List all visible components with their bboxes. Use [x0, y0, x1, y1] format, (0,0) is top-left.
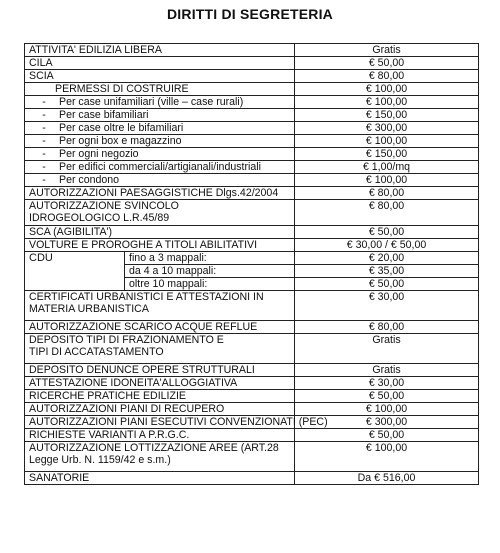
dash-marker: - — [42, 135, 46, 147]
row-amount: € 50,00 — [295, 57, 479, 70]
row-amount: € 80,00 — [295, 321, 479, 334]
dash-marker: - — [42, 122, 46, 134]
sub-label: Per case unifamiliari (ville – case rurali) — [59, 96, 244, 108]
dash-marker: - — [42, 161, 46, 173]
row-amount: Gratis — [295, 334, 479, 364]
row-amount: € 100,00 — [295, 174, 479, 187]
row-label: AUTORIZZAZIONI PAESAGGISTICHE Dlgs.42/2004 — [25, 187, 295, 200]
row-label: AUTORIZZAZIONE LOTTIZZAZIONE AREE (ART.28 Legge Urb. N. 1159/42 e s.m.) — [25, 442, 295, 472]
table-row-sub — [25, 135, 479, 148]
row-amount: € 80,00 — [295, 70, 479, 83]
table-row-sub — [25, 174, 479, 187]
table-row — [25, 364, 479, 377]
row-amount: € 150,00 — [295, 109, 479, 122]
cdu-range-label: fino a 3 mappali: — [125, 252, 295, 265]
row-amount: Gratis — [295, 364, 479, 377]
fees-table — [24, 43, 479, 485]
row-label — [25, 135, 295, 148]
table-row — [25, 472, 479, 485]
row-label — [25, 96, 295, 109]
table-row — [25, 57, 479, 70]
table-row-sub — [25, 122, 479, 135]
row-amount: € 300,00 — [295, 416, 479, 429]
row-amount: € 30,00 / € 50,00 — [295, 239, 479, 252]
table-row — [25, 226, 479, 239]
table-row — [25, 200, 479, 226]
row-label — [25, 109, 295, 122]
row-amount: € 80,00 — [295, 200, 479, 226]
row-label — [25, 161, 295, 174]
row-label: CERTIFICATI URBANISTICI E ATTESTAZIONI IN MATERIA URBANISTICA — [25, 291, 295, 321]
table-row — [25, 416, 479, 429]
row-label: CILA — [25, 57, 295, 70]
cdu-range-label: oltre 10 mappali: — [125, 278, 295, 291]
row-amount: € 100,00 — [295, 83, 479, 96]
row-label: ATTESTAZIONE IDONEITA'ALLOGGIATIVA — [25, 377, 295, 390]
sub-label: Per condono — [59, 174, 120, 186]
row-amount: € 50,00 — [295, 226, 479, 239]
row-label: VOLTURE E PROROGHE A TITOLI ABILITATIVI — [25, 239, 295, 252]
row-label: AUTORIZZAZIONI PIANI DI RECUPERO — [25, 403, 295, 416]
table-row-sub — [25, 109, 479, 122]
row-amount: € 150,00 — [295, 148, 479, 161]
table-row — [25, 321, 479, 334]
dash-marker: - — [42, 148, 46, 160]
row-amount: € 100,00 — [295, 403, 479, 416]
row-label: RICERCHE PRATICHE EDILIZIE — [25, 390, 295, 403]
row-amount: € 50,00 — [295, 429, 479, 442]
row-amount: € 30,00 — [295, 291, 479, 321]
row-label: AUTORIZZAZIONE SVINCOLO IDROGEOLOGICO L.R.45/89 — [25, 200, 295, 226]
row-amount: € 80,00 — [295, 187, 479, 200]
table-row — [25, 291, 479, 321]
dash-marker: - — [42, 174, 46, 186]
cdu-label: CDU — [25, 252, 125, 291]
sub-label: Per case bifamiliari — [59, 109, 149, 121]
table-row-sub — [25, 161, 479, 174]
table-row — [25, 377, 479, 390]
table-row — [25, 239, 479, 252]
sub-label: Per ogni negozio — [59, 148, 139, 160]
table-row — [25, 44, 479, 57]
row-label: DEPOSITO DENUNCE OPERE STRUTTURALI — [25, 364, 295, 377]
cdu-range-label: da 4 a 10 mappali: — [125, 265, 295, 278]
row-label: AUTORIZZAZIONI PIANI ESECUTIVI CONVENZIONATI (PEC) — [25, 416, 295, 429]
row-amount: Gratis — [295, 44, 479, 57]
row-amount: € 30,00 — [295, 377, 479, 390]
dash-marker: - — [42, 109, 46, 121]
row-label: PERMESSI DI COSTRUIRE — [25, 83, 295, 96]
row-amount: € 50,00 — [295, 390, 479, 403]
row-label: DEPOSITO TIPI DI FRAZIONAMENTO E TIPI DI ACCATASTAMENTO — [25, 334, 295, 364]
row-amount: € 1,00/mq — [295, 161, 479, 174]
sub-label: Per ogni box e magazzino — [59, 135, 182, 147]
row-amount: € 300,00 — [295, 122, 479, 135]
row-label — [25, 122, 295, 135]
table-row — [25, 187, 479, 200]
sub-label: Per case oltre le bifamiliari — [59, 122, 184, 134]
row-label — [25, 148, 295, 161]
table-row-sub — [25, 148, 479, 161]
row-amount: Da € 516,00 — [295, 472, 479, 485]
table-row — [25, 403, 479, 416]
cdu-range-amount: € 35,00 — [295, 265, 479, 278]
sub-label: Per edifici commerciali/artigianali/industriali — [59, 161, 261, 173]
row-label: SCIA — [25, 70, 295, 83]
table-row — [25, 70, 479, 83]
table-row — [25, 83, 479, 96]
cdu-range-amount: € 20,00 — [295, 252, 479, 265]
row-label: RICHIESTE VARIANTI A P.R.G.C. — [25, 429, 295, 442]
table-row — [25, 390, 479, 403]
cdu-row — [25, 252, 479, 265]
page-title: DIRITTI DI SEGRETERIA — [167, 6, 333, 22]
table-row — [25, 442, 479, 472]
table-row — [25, 334, 479, 364]
row-label: ATTIVITA' EDILIZIA LIBERA — [25, 44, 295, 57]
table-row-sub — [25, 96, 479, 109]
row-label: SCA (AGIBILITA') — [25, 226, 295, 239]
row-amount: € 100,00 — [295, 442, 479, 472]
cdu-range-amount: € 50,00 — [295, 278, 479, 291]
row-label: SANATORIE — [25, 472, 295, 485]
row-amount: € 100,00 — [295, 96, 479, 109]
row-amount: € 100,00 — [295, 135, 479, 148]
dash-marker: - — [42, 96, 46, 108]
row-label — [25, 174, 295, 187]
table-row — [25, 429, 479, 442]
row-label: AUTORIZZAZIONE SCARICO ACQUE REFLUE — [25, 321, 295, 334]
